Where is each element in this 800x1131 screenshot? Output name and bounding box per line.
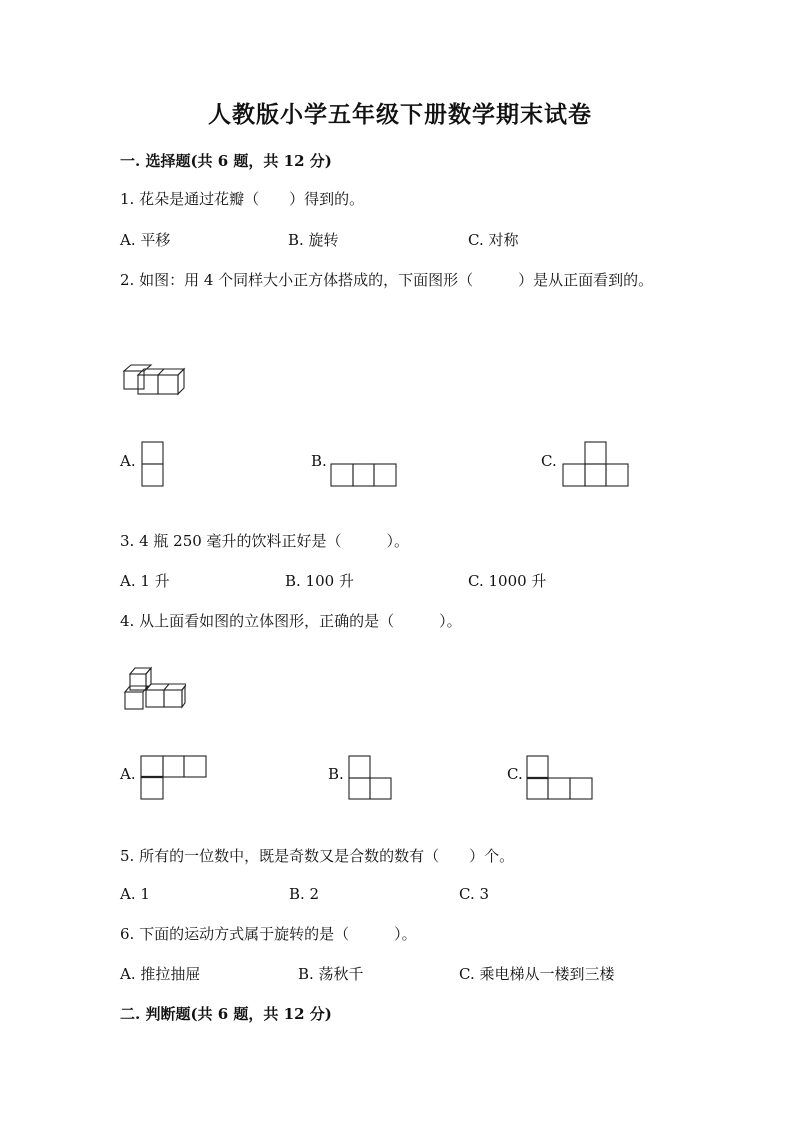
q4-option-a: A. [120,765,136,783]
q2-option-b-figure [330,463,398,487]
q2-option-c: C. [541,452,557,470]
q3-option-a: A. 1 升 [120,572,170,590]
q3-option-c: C. 1000 升 [468,572,547,590]
q2-option-b: B. [311,452,327,470]
q4-option-c-figure [526,755,594,801]
q2-option-a: A. [120,452,136,470]
question-4: 4. 从上面看如图的立体图形，正确的是（ ）。 [120,612,462,630]
q5-option-c: C. 3 [459,885,490,903]
q2-option-c-figure [562,441,630,487]
q4-option-b-figure [348,755,394,801]
q1-option-b: B. 旋转 [288,231,339,249]
section-heading-judgement: 二. 判断题(共 6 题，共 12 分) [120,1005,332,1023]
q5-option-b: B. 2 [289,885,320,903]
q4-option-a-figure [140,755,208,801]
question-1: 1. 花朵是通过花瓣（ ）得到的。 [120,190,365,208]
q2-solid-figure [122,362,186,396]
q1-option-c: C. 对称 [468,231,519,249]
q2-option-a-figure [141,441,165,487]
section-heading-choice: 一. 选择题(共 6 题，共 12 分) [120,152,332,170]
q5-option-a: A. 1 [120,885,150,903]
q6-option-c: C. 乘电梯从一楼到三楼 [459,965,615,983]
q6-option-b: B. 荡秋千 [298,965,364,983]
question-2: 2. 如图：用 4 个同样大小正方体搭成的，下面图形（ ）是从正面看到的。 [120,271,654,289]
q1-option-a: A. 平移 [120,231,171,249]
q4-solid-figure [122,664,186,712]
q4-option-c: C. [507,765,523,783]
question-6: 6. 下面的运动方式属于旋转的是（ ）。 [120,925,417,943]
question-5: 5. 所有的一位数中，既是奇数又是合数的数有（ ）个。 [120,847,515,865]
q4-option-b: B. [328,765,344,783]
q3-option-b: B. 100 升 [285,572,354,590]
question-3: 3. 4 瓶 250 毫升的饮料正好是（ ）。 [120,532,410,550]
page-title: 人教版小学五年级下册数学期末试卷 [208,101,592,128]
q6-option-a: A. 推拉抽屉 [120,965,201,983]
